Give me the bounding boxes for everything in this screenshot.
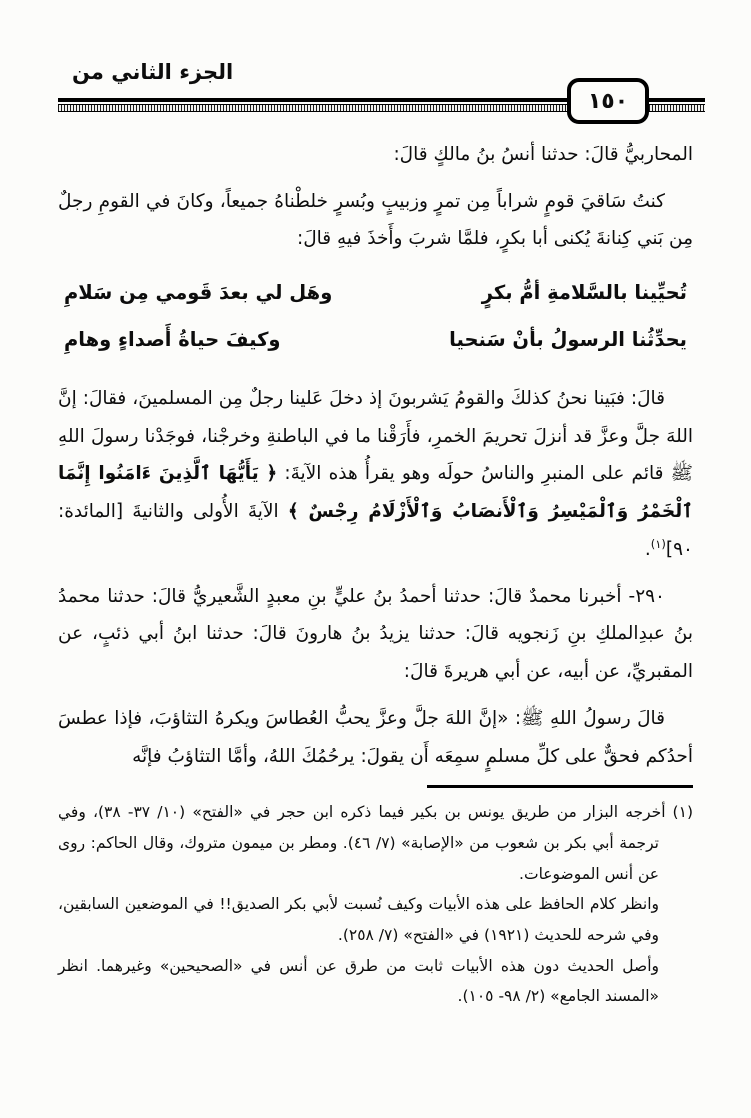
hemistich-left: وكيفَ حياةُ أَصداءٍ وهامِ [64, 328, 281, 352]
revelation-intro-text: قالَ: فبَينا نحنُ كذلكَ والقومُ يَشربونَ إذ دخلَ عَلينا رجلٌ مِن المسلمينَ، فقالَ: إنَّ اللهَ جلَّ وعزَّ قد أنزلَ تحريمَ الخمرِ، فأَرَقْنا ما في الباطنةِ وخرجْنا، فوجَدْنا رسولَ اللهِ ﷺ قائم على المنبرِ والناسُ حولَه وهو يقرأُ هذه الآيةَ: [58, 387, 693, 485]
footnote-1 [58, 797, 693, 889]
poetry-block [64, 272, 687, 362]
footnote-reference: (١) [650, 536, 666, 551]
footnote-separator [427, 785, 693, 788]
paragraph-story: كنتُ سَاقيَ قومٍ شراباً مِن تمرٍ وزبيبٍ وبُسرٍ خلطْناهُ جميعاً، وكانَ في القومِ رجلٌ مِن بَني كِنانةَ يُكنى أبا بكرٍ، فلمَّا شربَ وأَخذَ فيهِ قالَ: [58, 190, 693, 250]
footnote-1-text: أخرجه البزار من طريق يونس بن بكير فيما ذكره ابن حجر في «الفتح» (١٠/ ٣٧- ٣٨)، وفي ترجمة أبي بكر بن شعوب من «الإصابة» (٧/ ٤٦). ومطر بن ميمون متروك، وقال الحاكم: روى عن أنس الموضوعات. [58, 803, 666, 883]
paragraph-isnad-continuation: المحاربيُّ قالَ: حدثنا أنسُ بنُ مالكٍ قالَ: [393, 144, 693, 165]
paragraph-hadith-290-isnad: ٢٩٠- أخبرنا محمدٌ قالَ: حدثنا أحمدُ بنُ عليٍّ بنِ معبدٍ الشَّعيريُّ قالَ: حدثنا محمدُ بنُ عبدِالملكِ بنِ زَنجويه قالَ: حدثنا يزيدُ بنُ هارونَ قالَ: حدثنا ابنُ أبي ذئبٍ، عن المقبريِّ، عن أبيه، عن أبي هريرةَ قالَ: [58, 585, 693, 683]
sentence-end: . [644, 538, 651, 560]
quran-verse: ﴿ يَأَيُّهَا ٱلَّذِينَ ءَامَنُوا إِنَّمَا ٱلْخَمْرُ وَٱلْمَيْسِرُ وَٱلْأَنصَابُ وَٱلْأَزْلَامُ رِجْسٌ ﴾ [58, 463, 693, 523]
hemistich-right: يحدِّثُنا الرسولُ بأنْ سَنحيا [449, 328, 687, 352]
hemistich-right: تُحيِّينا بالسَّلامةِ أمُّ بكرٍ [481, 281, 687, 305]
footnote-1-continuation-a: وانظر كلام الحافظ على هذه الأبيات وكيف نُسبت لأبي بكر الصديق!! في الموضعين السابقين، وفي شرحه للحديث (١٩٢١) في «الفتح» (٧/ ٢٥٨). [58, 895, 659, 945]
verse-line-2 [64, 319, 687, 362]
footnote-marker: (١) [672, 803, 693, 822]
page-number-box [567, 78, 649, 124]
verse-line-1 [64, 272, 687, 315]
footnote-area [0, 785, 751, 1012]
header-section-title: الجزء الثاني من [72, 60, 234, 84]
paragraph-revelation [58, 380, 693, 569]
hemistich-left: وهَل لي بعدَ قَومي مِن سَلامِ [64, 281, 333, 305]
footnote-1-continuation-b: وأصل الحديث دون هذه الأبيات ثابت من طرق عن أنس في «الصحيحين» وغيرهما. انظر «المسند الجامع» (٢/ ٩٨- ١٠٥). [58, 956, 659, 1006]
page-number: ١٥٠ [587, 88, 629, 114]
revelation-tail-text: الآيةَ الأُولى والثانيةَ [المائدة: ٩٠] [58, 501, 693, 560]
paragraph-hadith-290-matn: قالَ رسولُ اللهِ ﷺ: «إنَّ اللهَ جلَّ وعزَّ يحبُّ العُطاسَ ويكرهُ التثاؤبَ، فإذا عطسَ أحدُكم فحقٌّ على كلِّ مسلمٍ سمِعَه أَن يقولَ: يرحُمُكَ اللهُ، وأمَّا التثاؤبُ فإنَّه [58, 707, 693, 767]
